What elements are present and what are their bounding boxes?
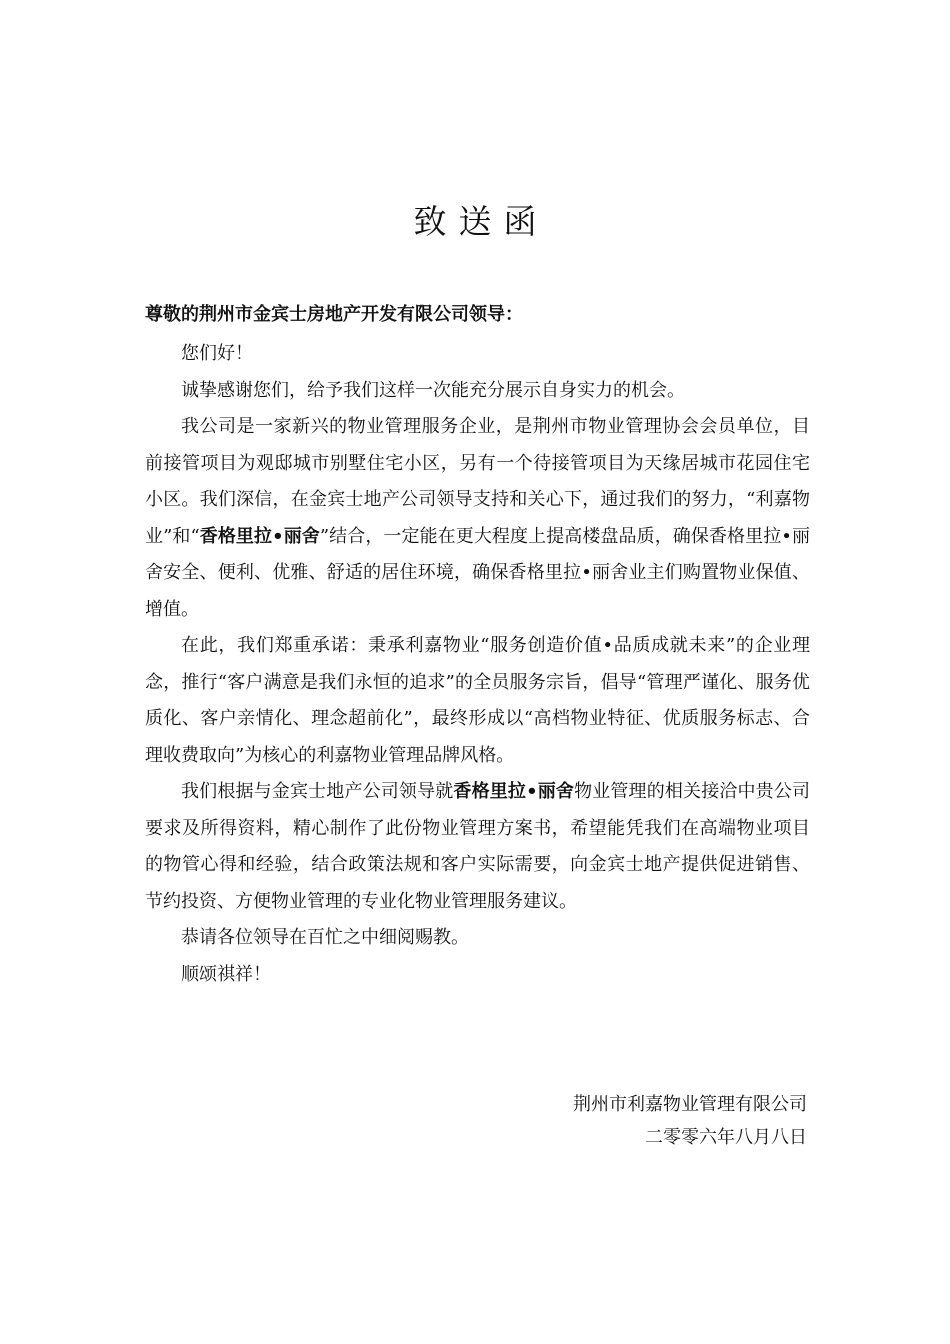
signature-company: 荆州市利嘉物业管理有限公司 [573, 1094, 807, 1115]
closing: 顺颂祺祥！ [181, 963, 271, 985]
paragraph-plan-text-1: 我们根据与金宾士地产公司领导就 [181, 781, 454, 802]
paragraph-plan-text-2: 物业管理的相关接洽中贵公司要求及所得资料，精心制作了此份物业管理方案书，希望能凭我们在高端物业项目的物管心得和经验，结合政策法规和客户实际需要，向金宾士地产提供促进销售、节约投资、方便物业管理的专业化物业管理服务建议。 [145, 781, 810, 912]
letter-title: 致送函 [413, 202, 549, 241]
project-name-bold: 香格里拉•丽舍 [453, 781, 575, 802]
paragraph-promise: 在此，我们郑重承诺：秉承利嘉物业“服务创造价值•品质成就未来”的企业理念，推行“客户满意是我们永恒的追求”的全员服务宗旨，倡导“管理严谨化、服务优质化、客户亲情化、理念超前化”，最终形成以“高档物业特征、优质服务标志、合理收费取向”为核心的利嘉物业管理品牌风格。 [145, 635, 810, 766]
paragraph-intro [145, 409, 810, 628]
salutation: 尊敬的荆州市金宾士房地产开发有限公司领导： [145, 304, 523, 325]
paragraph-plan [145, 774, 810, 920]
paragraph-thanks: 诚挚感谢您们，给予我们这样一次能充分展示自身实力的机会。 [181, 379, 685, 401]
project-name-bold: 香格里拉•丽舍 [199, 525, 320, 547]
paragraph-intro-text-2: ”结合，一定能在更大程度上提高楼盘品质，确保香格里拉•丽舍安全、便利、优雅、舒适的居住环境，确保香格里拉•丽舍业主们购置物业保值、增值。 [145, 525, 811, 620]
greeting: 您们好！ [181, 343, 253, 364]
letter-body [145, 336, 810, 993]
paragraph-intro-text-1: 我公司是一家新兴的物业管理服务企业，是荆州市物业管理协会会员单位，目前接管项目为观邸城市别墅住宅小区，另有一个待接管项目为天缘居城市花园住宅小区。我们深信，在金宾士地产公司领导支持和关心下，通过我们的努力，“利嘉物业”和“ [145, 416, 810, 547]
paragraph-request: 恭请各位领导在百忙之中细阅赐教。 [181, 927, 469, 948]
signature-date: 二零零六年八月八日 [645, 1127, 807, 1148]
signature-block [500, 1088, 807, 1154]
